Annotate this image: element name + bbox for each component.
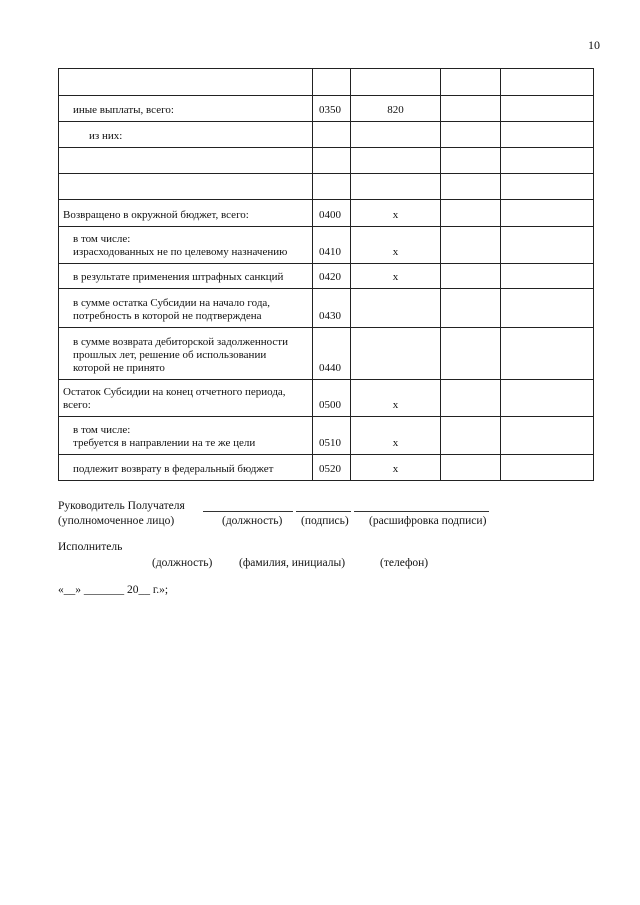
row-empty-cell	[441, 174, 501, 200]
signature-line	[296, 511, 351, 512]
report-table-body	[59, 69, 594, 481]
row-code-cell	[313, 174, 351, 200]
row-empty-cell	[501, 328, 594, 380]
row-code-cell: 0350	[313, 96, 351, 122]
row-name-cell: Возвращено в окружной бюджет, всего:	[59, 200, 313, 227]
table-row	[59, 174, 594, 200]
row-empty-cell	[501, 69, 594, 96]
row-code-cell: 0410	[313, 227, 351, 264]
table-row	[59, 328, 594, 380]
row-empty-cell	[501, 148, 594, 174]
row-value-cell	[351, 328, 441, 380]
row-value-cell	[351, 174, 441, 200]
row-empty-cell	[501, 380, 594, 417]
head-sub-row	[58, 516, 618, 532]
row-name-cell	[59, 69, 313, 96]
row-code-cell: 0420	[313, 264, 351, 289]
row-empty-cell	[441, 328, 501, 380]
row-empty-cell	[441, 227, 501, 264]
date-row	[58, 584, 618, 600]
row-empty-cell	[501, 122, 594, 148]
row-value-cell: x	[351, 264, 441, 289]
row-empty-cell	[441, 417, 501, 455]
row-empty-cell	[441, 69, 501, 96]
row-code-cell	[313, 122, 351, 148]
executor-sub-row	[58, 557, 618, 573]
row-name-cell: в результате применения штрафных санкций	[59, 264, 313, 289]
table-row	[59, 417, 594, 455]
row-value-cell: 820	[351, 96, 441, 122]
row-empty-cell	[501, 264, 594, 289]
row-value-cell: x	[351, 227, 441, 264]
row-empty-cell	[441, 200, 501, 227]
signature-caption: (подпись)	[301, 515, 349, 527]
row-empty-cell	[501, 417, 594, 455]
row-empty-cell	[441, 455, 501, 481]
head-label: Руководитель Получателя	[58, 500, 185, 512]
row-code-cell	[313, 69, 351, 96]
head-row	[58, 500, 618, 516]
position-line	[203, 511, 293, 512]
table-row	[59, 96, 594, 122]
row-empty-cell	[441, 96, 501, 122]
row-empty-cell	[501, 200, 594, 227]
row-empty-cell	[441, 122, 501, 148]
row-name-cell	[59, 148, 313, 174]
row-name-cell: подлежит возврату в федеральный бюджет	[59, 455, 313, 481]
row-value-cell	[351, 289, 441, 328]
row-name-cell: в том числе: израсходованных не по целевому назначению	[59, 227, 313, 264]
row-empty-cell	[501, 289, 594, 328]
row-code-cell: 0400	[313, 200, 351, 227]
report-table	[58, 68, 594, 481]
row-code-cell: 0510	[313, 417, 351, 455]
row-empty-cell	[441, 380, 501, 417]
executor-name-caption: (фамилия, инициалы)	[239, 557, 346, 569]
row-value-cell: x	[351, 417, 441, 455]
row-empty-cell	[441, 289, 501, 328]
row-name-cell	[59, 174, 313, 200]
row-value-cell	[351, 69, 441, 96]
row-name-cell: в сумме остатка Субсидии на начало года, потребность в которой не подтверждена	[59, 289, 313, 328]
table-row	[59, 69, 594, 96]
row-name-cell: в сумме возврата дебиторской задолженности прошлых лет, решение об использовании которой не принято	[59, 328, 313, 380]
table-row	[59, 148, 594, 174]
row-empty-cell	[501, 227, 594, 264]
row-name-cell: Остаток Субсидии на конец отчетного периода, всего:	[59, 380, 313, 417]
table-row	[59, 264, 594, 289]
row-code-cell	[313, 148, 351, 174]
table-row	[59, 227, 594, 264]
row-code-cell: 0440	[313, 328, 351, 380]
row-value-cell: x	[351, 200, 441, 227]
row-value-cell	[351, 148, 441, 174]
decode-line	[354, 511, 489, 512]
executor-label: Исполнитель	[58, 541, 123, 553]
executor-phone-caption: (телефон)	[380, 557, 429, 569]
row-name-cell: из них:	[59, 122, 313, 148]
row-name-cell: иные выплаты, всего:	[59, 96, 313, 122]
table-row	[59, 380, 594, 417]
row-empty-cell	[501, 455, 594, 481]
row-code-cell: 0430	[313, 289, 351, 328]
table-row	[59, 122, 594, 148]
table-row	[59, 289, 594, 328]
row-empty-cell	[441, 148, 501, 174]
decode-caption: (расшифровка подписи)	[369, 515, 487, 527]
row-name-cell: в том числе: требуется в направлении на те же цели	[59, 417, 313, 455]
row-value-cell: x	[351, 380, 441, 417]
row-empty-cell	[441, 264, 501, 289]
table-row	[59, 455, 594, 481]
date-line: «__» _______ 20__ г.»;	[58, 584, 169, 596]
position-caption: (должность)	[222, 515, 283, 527]
table-row	[59, 200, 594, 227]
row-value-cell	[351, 122, 441, 148]
executor-row	[58, 541, 618, 557]
signature-block	[58, 500, 618, 600]
page-number: 10	[588, 38, 600, 52]
row-code-cell: 0500	[313, 380, 351, 417]
row-empty-cell	[501, 174, 594, 200]
head-sub-label: (уполномоченное лицо)	[58, 515, 175, 527]
executor-position-caption: (должность)	[152, 557, 213, 569]
row-code-cell: 0520	[313, 455, 351, 481]
row-empty-cell	[501, 96, 594, 122]
row-value-cell: x	[351, 455, 441, 481]
